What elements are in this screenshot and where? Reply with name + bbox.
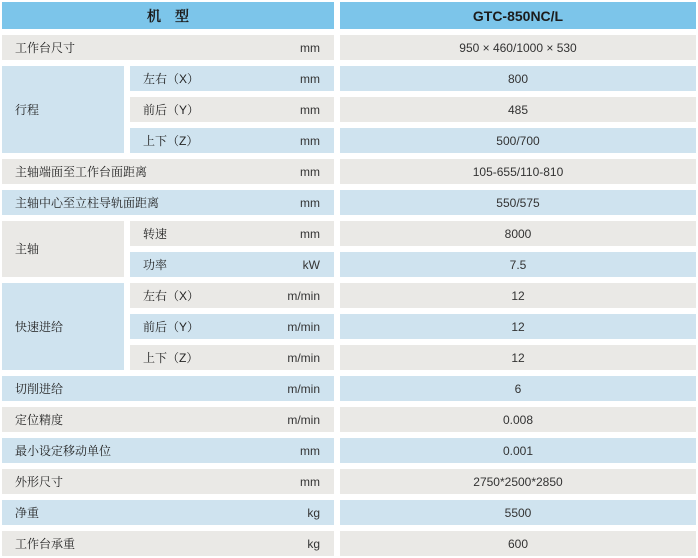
row-unit: mm — [300, 133, 320, 148]
row-label: 主轴端面至工作台面距离 — [15, 164, 148, 179]
group-label-text: 主轴 — [15, 242, 40, 256]
row-value: 600 — [507, 536, 529, 551]
row-unit: m/min — [287, 319, 320, 334]
row-unit: mm — [300, 71, 320, 86]
row-value: 12 — [511, 319, 525, 334]
header-model-label-cell — [2, 2, 334, 29]
row-value: 7.5 — [509, 257, 527, 272]
header-model-value: GTC-850NC/L — [472, 7, 564, 24]
row-unit: mm — [300, 102, 320, 117]
group-cell — [2, 221, 124, 277]
row-label: 左右（X） — [143, 71, 200, 86]
row-label: 主轴中心至立柱导轨面距离 — [15, 195, 160, 210]
row-value: 8000 — [504, 226, 532, 241]
row-label-cell — [2, 500, 334, 525]
row-value-cell — [340, 531, 696, 556]
row-unit: mm — [300, 226, 320, 241]
group-label-text: 行程 — [15, 102, 40, 117]
group-cell — [2, 66, 124, 153]
row-unit: m/min — [287, 381, 320, 396]
row-value: 800 — [507, 71, 529, 86]
row-label: 工作台承重 — [15, 536, 76, 551]
row-sublabel-cell — [130, 283, 334, 308]
row-value: 485 — [507, 102, 529, 117]
row-label: 定位精度 — [15, 412, 64, 427]
row-unit: m/min — [287, 350, 320, 365]
row-label: 切削进给 — [15, 381, 64, 396]
row-value-cell — [340, 283, 696, 308]
row-label: 净重 — [15, 505, 40, 520]
row-value-cell — [340, 438, 696, 463]
row-value-cell — [340, 97, 696, 122]
row-value: 6 — [514, 381, 522, 396]
row-sublabel-cell — [130, 128, 334, 153]
row-value: 0.001 — [502, 443, 534, 458]
header-model-value-cell — [340, 2, 696, 29]
row-label: 左右（X） — [143, 288, 200, 303]
row-label: 上下（Z） — [143, 350, 199, 365]
row-sublabel-cell — [130, 345, 334, 370]
row-value-cell — [340, 66, 696, 91]
row-value: 950 × 460/1000 × 530 — [459, 40, 577, 55]
row-label: 工作台尺寸 — [15, 40, 76, 55]
row-label-cell — [2, 407, 334, 432]
row-label: 前后（Y） — [143, 102, 200, 117]
row-unit: kg — [307, 505, 320, 520]
row-value: 12 — [511, 288, 525, 303]
row-value-cell — [340, 190, 696, 215]
header-model-label: 机 型 — [147, 7, 189, 24]
row-value-cell — [340, 469, 696, 494]
row-value: 2750*2500*2850 — [473, 474, 563, 489]
row-label: 转速 — [143, 226, 168, 241]
row-value-cell — [340, 128, 696, 153]
row-sublabel-cell — [130, 221, 334, 246]
row-value: 550/575 — [496, 195, 540, 210]
row-unit: mm — [300, 40, 320, 55]
row-unit: m/min — [287, 288, 320, 303]
row-unit: mm — [300, 164, 320, 179]
row-unit: kW — [302, 257, 320, 272]
row-unit: m/min — [287, 412, 320, 427]
row-value: 0.008 — [502, 412, 534, 427]
row-value: 500/700 — [496, 133, 540, 148]
row-label-cell — [2, 438, 334, 463]
row-value-cell — [340, 376, 696, 401]
row-value-cell — [340, 35, 696, 60]
row-sublabel-cell — [130, 66, 334, 91]
row-sublabel-cell — [130, 314, 334, 339]
row-value: 5500 — [504, 505, 532, 520]
row-value: 105-655/110-810 — [472, 164, 564, 179]
row-value: 12 — [511, 350, 525, 365]
row-unit: mm — [300, 474, 320, 489]
row-value-cell — [340, 221, 696, 246]
row-value-cell — [340, 252, 696, 277]
row-sublabel-cell — [130, 252, 334, 277]
row-label-cell — [2, 190, 334, 215]
row-value-cell — [340, 159, 696, 184]
row-label-cell — [2, 376, 334, 401]
row-unit: mm — [300, 443, 320, 458]
row-value-cell — [340, 407, 696, 432]
row-unit: kg — [307, 536, 320, 551]
row-value-cell — [340, 500, 696, 525]
row-label: 前后（Y） — [143, 319, 200, 334]
row-unit: mm — [300, 195, 320, 210]
row-label-cell — [2, 469, 334, 494]
row-label: 外形尺寸 — [15, 474, 64, 489]
row-label-cell — [2, 159, 334, 184]
group-label-text: 快速进给 — [15, 319, 64, 334]
row-label: 上下（Z） — [143, 133, 199, 148]
row-sublabel-cell — [130, 97, 334, 122]
row-value-cell — [340, 345, 696, 370]
row-label: 功率 — [143, 257, 168, 272]
row-label-cell — [2, 35, 334, 60]
row-value-cell — [340, 314, 696, 339]
group-cell — [2, 283, 124, 370]
row-label-cell — [2, 531, 334, 556]
row-label: 最小设定移动单位 — [15, 443, 112, 458]
